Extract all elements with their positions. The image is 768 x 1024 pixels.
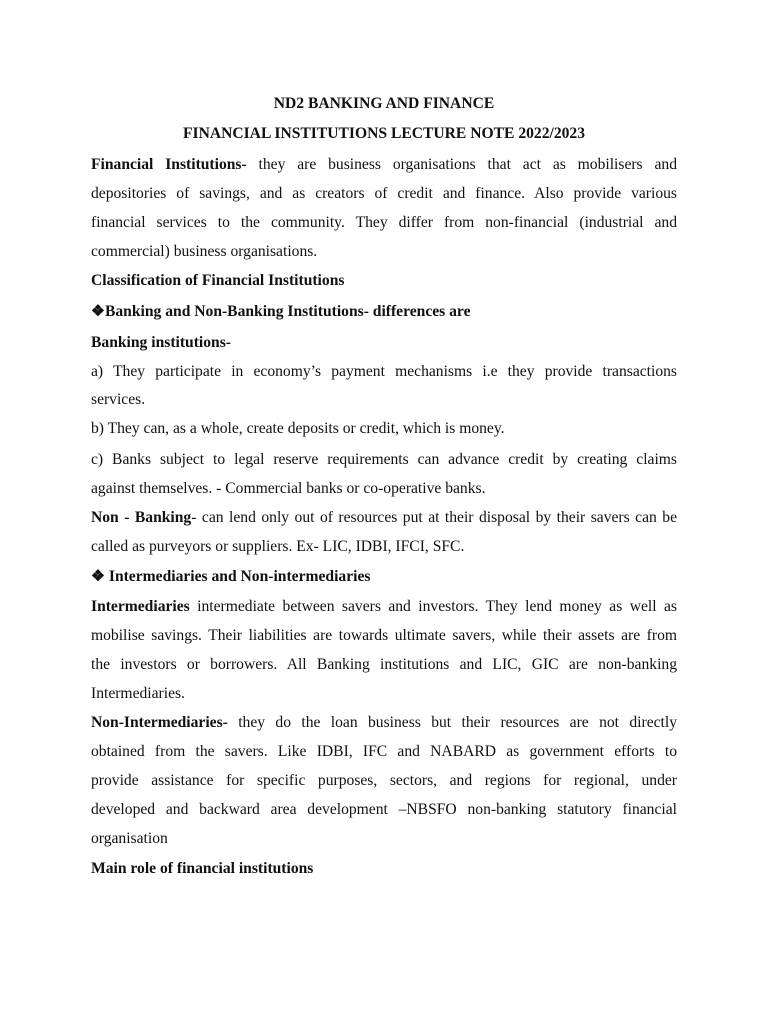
- non-intermediaries-line-1: Non-Intermediaries- they do the loan business but their resources are not directly: [91, 714, 677, 731]
- intermediaries-line-2: mobilise savings. Their liabilities are towards ultimate savers, while their assets are from: [91, 627, 677, 644]
- item-c-line-1: c) Banks subject to legal reserve requirements can advance credit by creating claims: [91, 451, 677, 468]
- non-intermediaries-term: Non-Intermediaries-: [91, 714, 228, 731]
- non-intermediaries-line-4: developed and backward area development –NBSFO non-banking statutory financial: [91, 801, 677, 818]
- non-banking-line-1: Non - Banking- can lend only out of resources put at their disposal by their savers can be: [91, 509, 677, 526]
- intermediaries-line-1: Intermediaries intermediate between savers and investors. They lend money as well as: [91, 598, 677, 615]
- fi-paragraph-line-2: depositories of savings, and as creators of credit and finance. Also provide various: [91, 185, 677, 202]
- item-a-line-2: services.: [91, 391, 146, 408]
- bullet-banking-nonbanking: ❖Banking and Non-Banking Institutions- differences are: [91, 303, 471, 320]
- item-c-line-2: against themselves. - Commercial banks or co-operative banks.: [91, 480, 486, 497]
- document-subtitle: FINANCIAL INSTITUTIONS LECTURE NOTE 2022/2023: [182, 125, 586, 142]
- classification-heading: Classification of Financial Institutions: [91, 272, 345, 289]
- item-b-line-1: b) They can, as a whole, create deposits or credit, which is money.: [91, 420, 505, 437]
- item-a-line-1: a) They participate in economy’s payment mechanisms i.e they provide transactions: [91, 363, 677, 380]
- fi-paragraph-line-1: Financial Institutions- they are business organisations that act as mobilisers and: [91, 156, 677, 173]
- intermediaries-line-3: the investors or borrowers. All Banking institutions and LIC, GIC are non-banking: [91, 656, 677, 673]
- non-banking-term: Non - Banking: [91, 509, 192, 526]
- non-intermediaries-line-5: organisation: [91, 830, 168, 847]
- banking-institutions-heading: Banking institutions-: [91, 334, 231, 351]
- non-banking-line-2: called as purveyors or suppliers. Ex- LIC, IDBI, IFCI, SFC.: [91, 538, 465, 555]
- non-intermediaries-line-2: obtained from the savers. Like IDBI, IFC and NABARD as government efforts to: [91, 743, 677, 760]
- fi-term: Financial Institutions-: [91, 156, 247, 173]
- main-role-heading: Main role of financial institutions: [91, 860, 314, 877]
- intermediaries-term: Intermediaries: [91, 598, 190, 615]
- intermediaries-line-4: Intermediaries.: [91, 685, 185, 702]
- document-title: ND2 BANKING AND FINANCE: [273, 95, 495, 112]
- fi-paragraph-line-3: financial services to the community. They differ from non-financial (industrial and: [91, 214, 677, 231]
- non-intermediaries-line-3: provide assistance for specific purposes, sectors, and regions for regional, under: [91, 772, 677, 789]
- fi-paragraph-line-4: commercial) business organisations.: [91, 243, 318, 260]
- bullet-intermediaries: ❖ Intermediaries and Non-intermediaries: [91, 568, 371, 585]
